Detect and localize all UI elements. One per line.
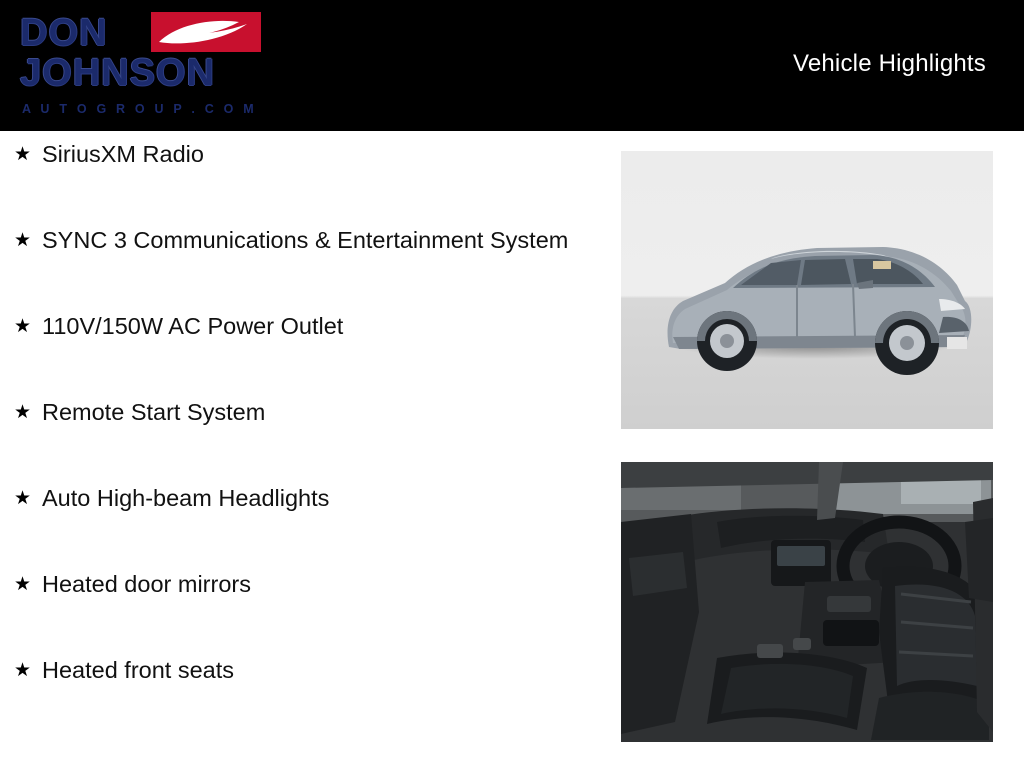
interior-illustration xyxy=(621,462,993,742)
list-item xyxy=(0,303,600,389)
list-item xyxy=(0,131,600,217)
star-icon: ★ xyxy=(14,316,32,337)
list-item xyxy=(0,217,600,303)
highlight-label: 110V/150W AC Power Outlet xyxy=(42,313,344,339)
page-title: Vehicle Highlights xyxy=(792,50,986,77)
highlight-label: Heated front seats xyxy=(42,657,235,683)
page-header xyxy=(0,0,1024,131)
vehicle-highlights-list xyxy=(0,131,600,733)
star-icon: ★ xyxy=(14,144,32,165)
star-icon: ★ xyxy=(14,574,32,595)
list-item xyxy=(0,647,600,733)
highlight-label: SYNC 3 Communications & Entertainment System xyxy=(42,227,569,253)
star-icon: ★ xyxy=(14,488,32,509)
suv-illustration xyxy=(621,151,993,429)
swoosh-icon xyxy=(151,12,261,52)
logo-line-2: JOHNSON xyxy=(20,52,215,94)
star-icon: ★ xyxy=(14,660,32,681)
list-item xyxy=(0,389,600,475)
logo-badge xyxy=(151,12,261,52)
list-item xyxy=(0,475,600,561)
highlight-label: Auto High-beam Headlights xyxy=(42,485,330,511)
highlight-label: Heated door mirrors xyxy=(42,571,251,597)
vehicle-exterior-photo[interactable] xyxy=(621,151,993,429)
logo-line-1: DON xyxy=(20,12,108,54)
star-icon: ★ xyxy=(14,402,32,423)
star-icon: ★ xyxy=(14,230,32,251)
highlight-label: SiriusXM Radio xyxy=(42,141,204,167)
highlight-label: Remote Start System xyxy=(42,399,266,425)
dealer-logo[interactable] xyxy=(20,8,260,124)
logo-subtitle: A U T O G R O U P . C O M xyxy=(22,102,257,116)
main-content xyxy=(0,131,1024,768)
vehicle-interior-photo[interactable] xyxy=(621,462,993,742)
list-item xyxy=(0,561,600,647)
